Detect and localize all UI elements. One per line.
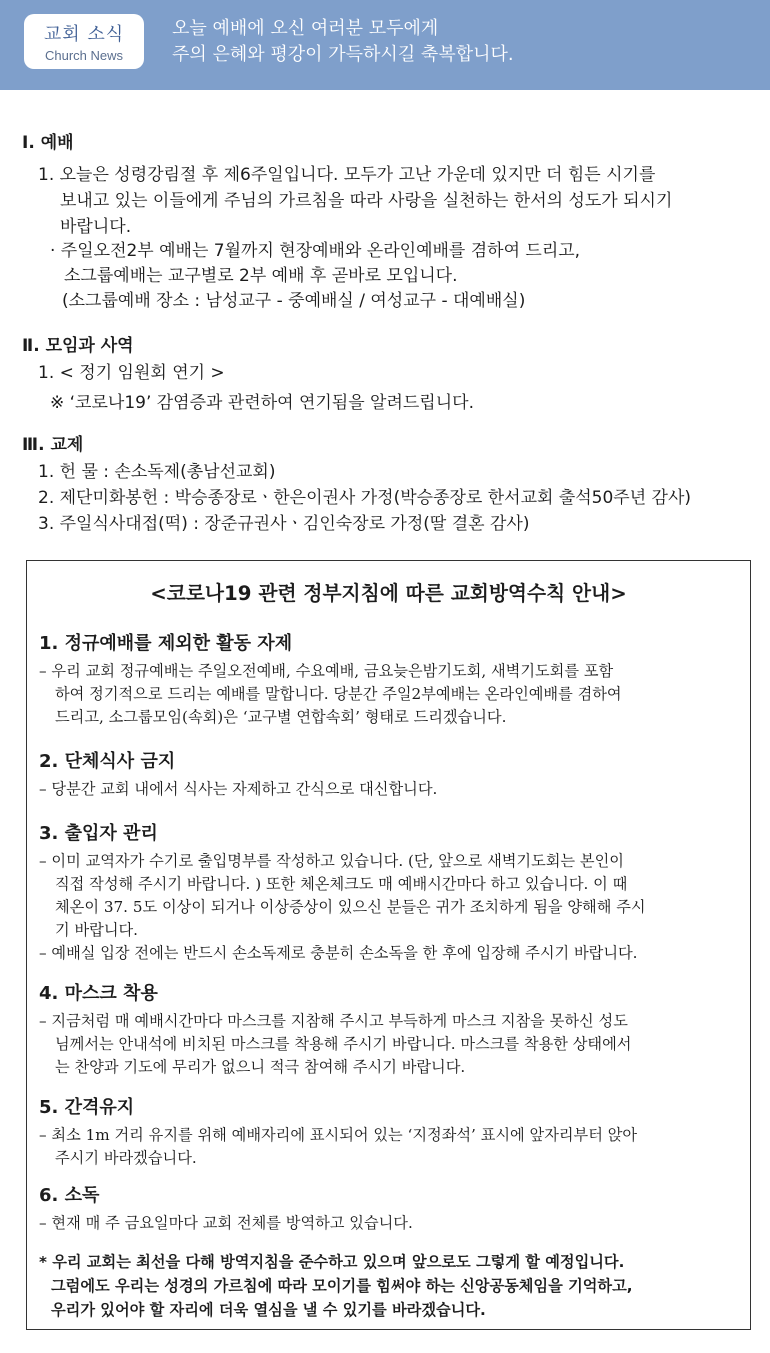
notice-line: 기 바랍니다.: [55, 921, 139, 939]
fellowship-line: 2. 제단미화봉헌 : 박승종장로ㆍ한은이권사 가정(박승종장로 한서교회 출석50주년 감사): [38, 488, 692, 508]
notice-footnote-line: * 우리 교회는 최선을 다해 방역지침을 준수하고 있으며 앞으로도 그렇게 할 예정입니다.: [39, 1253, 625, 1271]
greeting-line: 오늘 예배에 오신 여러분 모두에게: [172, 18, 439, 39]
notice-line: 드리고, 소그룹모임(속회)은 ‘교구별 연합속회’ 형태로 드리겠습니다.: [55, 708, 507, 726]
church-news-badge: [24, 14, 144, 69]
section-title-fellowship: Ⅲ. 교제: [22, 435, 84, 455]
greeting-message: [172, 16, 514, 68]
worship-line: 바랍니다.: [60, 217, 132, 237]
notice-line: – 당분간 교회 내에서 식사는 자제하고 간식으로 대신합니다.: [39, 780, 438, 798]
notice-line: – 최소 1m 거리 유지를 위해 예배자리에 표시되어 있는 ‘지정좌석’ 표시에 앞자리부터 앉아: [39, 1126, 638, 1144]
notice-line: 직접 작성해 주시기 바랍니다. ) 또한 체온체크도 매 예배시간마다 하고 있습니다. 이 때: [55, 875, 628, 893]
worship-line: (소그룹예배 장소 : 남성교구 - 중예배실 / 여성교구 - 대예배실): [62, 291, 526, 311]
fellowship-line: 3. 주일식사대접(떡) : 장준규권사ㆍ김인숙장로 가정(딸 결혼 감사): [38, 514, 530, 534]
notice-section-title: 4. 마스크 착용: [39, 983, 158, 1004]
section-title-meetings: Ⅱ. 모임과 사역: [22, 336, 134, 356]
greeting-line: 주의 은혜와 평강이 가득하시길 축복합니다.: [172, 44, 514, 65]
notice-footnote-line: 그럼에도 우리는 성경의 가르침에 따라 모이기를 힘써야 하는 신앙공동체임을 기억하고,: [51, 1277, 633, 1295]
header-banner: [0, 0, 770, 90]
notice-line: – 현재 매 주 금요일마다 교회 전체를 방역하고 있습니다.: [39, 1214, 413, 1232]
notice-line: – 이미 교역자가 수기로 출입명부를 작성하고 있습니다. (단, 앞으로 새벽기도회는 본인이: [39, 852, 624, 870]
worship-line: 소그룹예배는 교구별로 2부 예배 후 곧바로 모입니다.: [64, 266, 458, 286]
quarantine-notice-box: [26, 560, 751, 1330]
meetings-line: ※ ‘코로나19’ 감염증과 관련하여 연기됨을 알려드립니다.: [50, 393, 474, 413]
notice-line: 는 찬양과 기도에 무리가 없으니 적극 참여해 주시기 바랍니다.: [55, 1058, 466, 1076]
notice-section-title: 2. 단체식사 금지: [39, 751, 176, 772]
notice-section-title: 3. 출입자 관리: [39, 823, 158, 844]
notice-line: – 지금처럼 매 예배시간마다 마스크를 지참해 주시고 부득하게 마스크 지참을 못하신 성도: [39, 1012, 628, 1030]
meetings-line: 1. < 정기 임원회 연기 >: [38, 363, 225, 383]
fellowship-line: 1. 헌 물 : 손소독제(총남선교회): [38, 462, 276, 482]
section-title-worship: Ⅰ. 예배: [22, 133, 74, 153]
notice-line: – 예배실 입장 전에는 반드시 손소독제로 충분히 손소독을 한 후에 입장해 주시기 바랍니다.: [39, 944, 638, 962]
badge-title-ko: 교회 소식: [43, 24, 125, 45]
notice-title: <코로나19 관련 정부지침에 따른 교회방역수칙 안내>: [150, 582, 627, 605]
notice-line: – 우리 교회 정규예배는 주일오전예배, 수요예배, 금요늦은밤기도회, 새벽기도회를 포함: [39, 662, 614, 680]
notice-line: 체온이 37. 5도 이상이 되거나 이상증상이 있으신 분들은 귀가 조치하게 됨을 양해해 주시: [55, 898, 646, 916]
badge-title-en: Church News: [44, 48, 124, 63]
notice-line: 주시기 바라겠습니다.: [55, 1149, 197, 1167]
notice-footnote-line: 우리가 있어야 할 자리에 더욱 열심을 낼 수 있기를 바라겠습니다.: [51, 1301, 486, 1319]
notice-section-title: 5. 간격유지: [39, 1097, 135, 1118]
notice-section-title: 1. 정규예배를 제외한 활동 자제: [39, 633, 293, 654]
notice-section-title: 6. 소독: [39, 1185, 100, 1206]
worship-line: · 주일오전2부 예배는 7월까지 현장예배와 온라인예배를 겸하여 드리고,: [50, 241, 581, 261]
notice-line: 님께서는 안내석에 비치된 마스크를 착용해 주시기 바랍니다. 마스크를 착용한 상태에서: [55, 1035, 632, 1053]
worship-line: 1. 오늘은 성령강림절 후 제6주일입니다. 모두가 고난 가운데 있지만 더 힘든 시기를: [38, 165, 656, 185]
worship-line: 보내고 있는 이들에게 주님의 가르침을 따라 사랑을 실천하는 한서의 성도가 되시기: [60, 191, 673, 211]
notice-line: 하여 정기적으로 드리는 예배를 말합니다. 당분간 주일2부예배는 온라인예배를 겸하여: [55, 685, 622, 703]
